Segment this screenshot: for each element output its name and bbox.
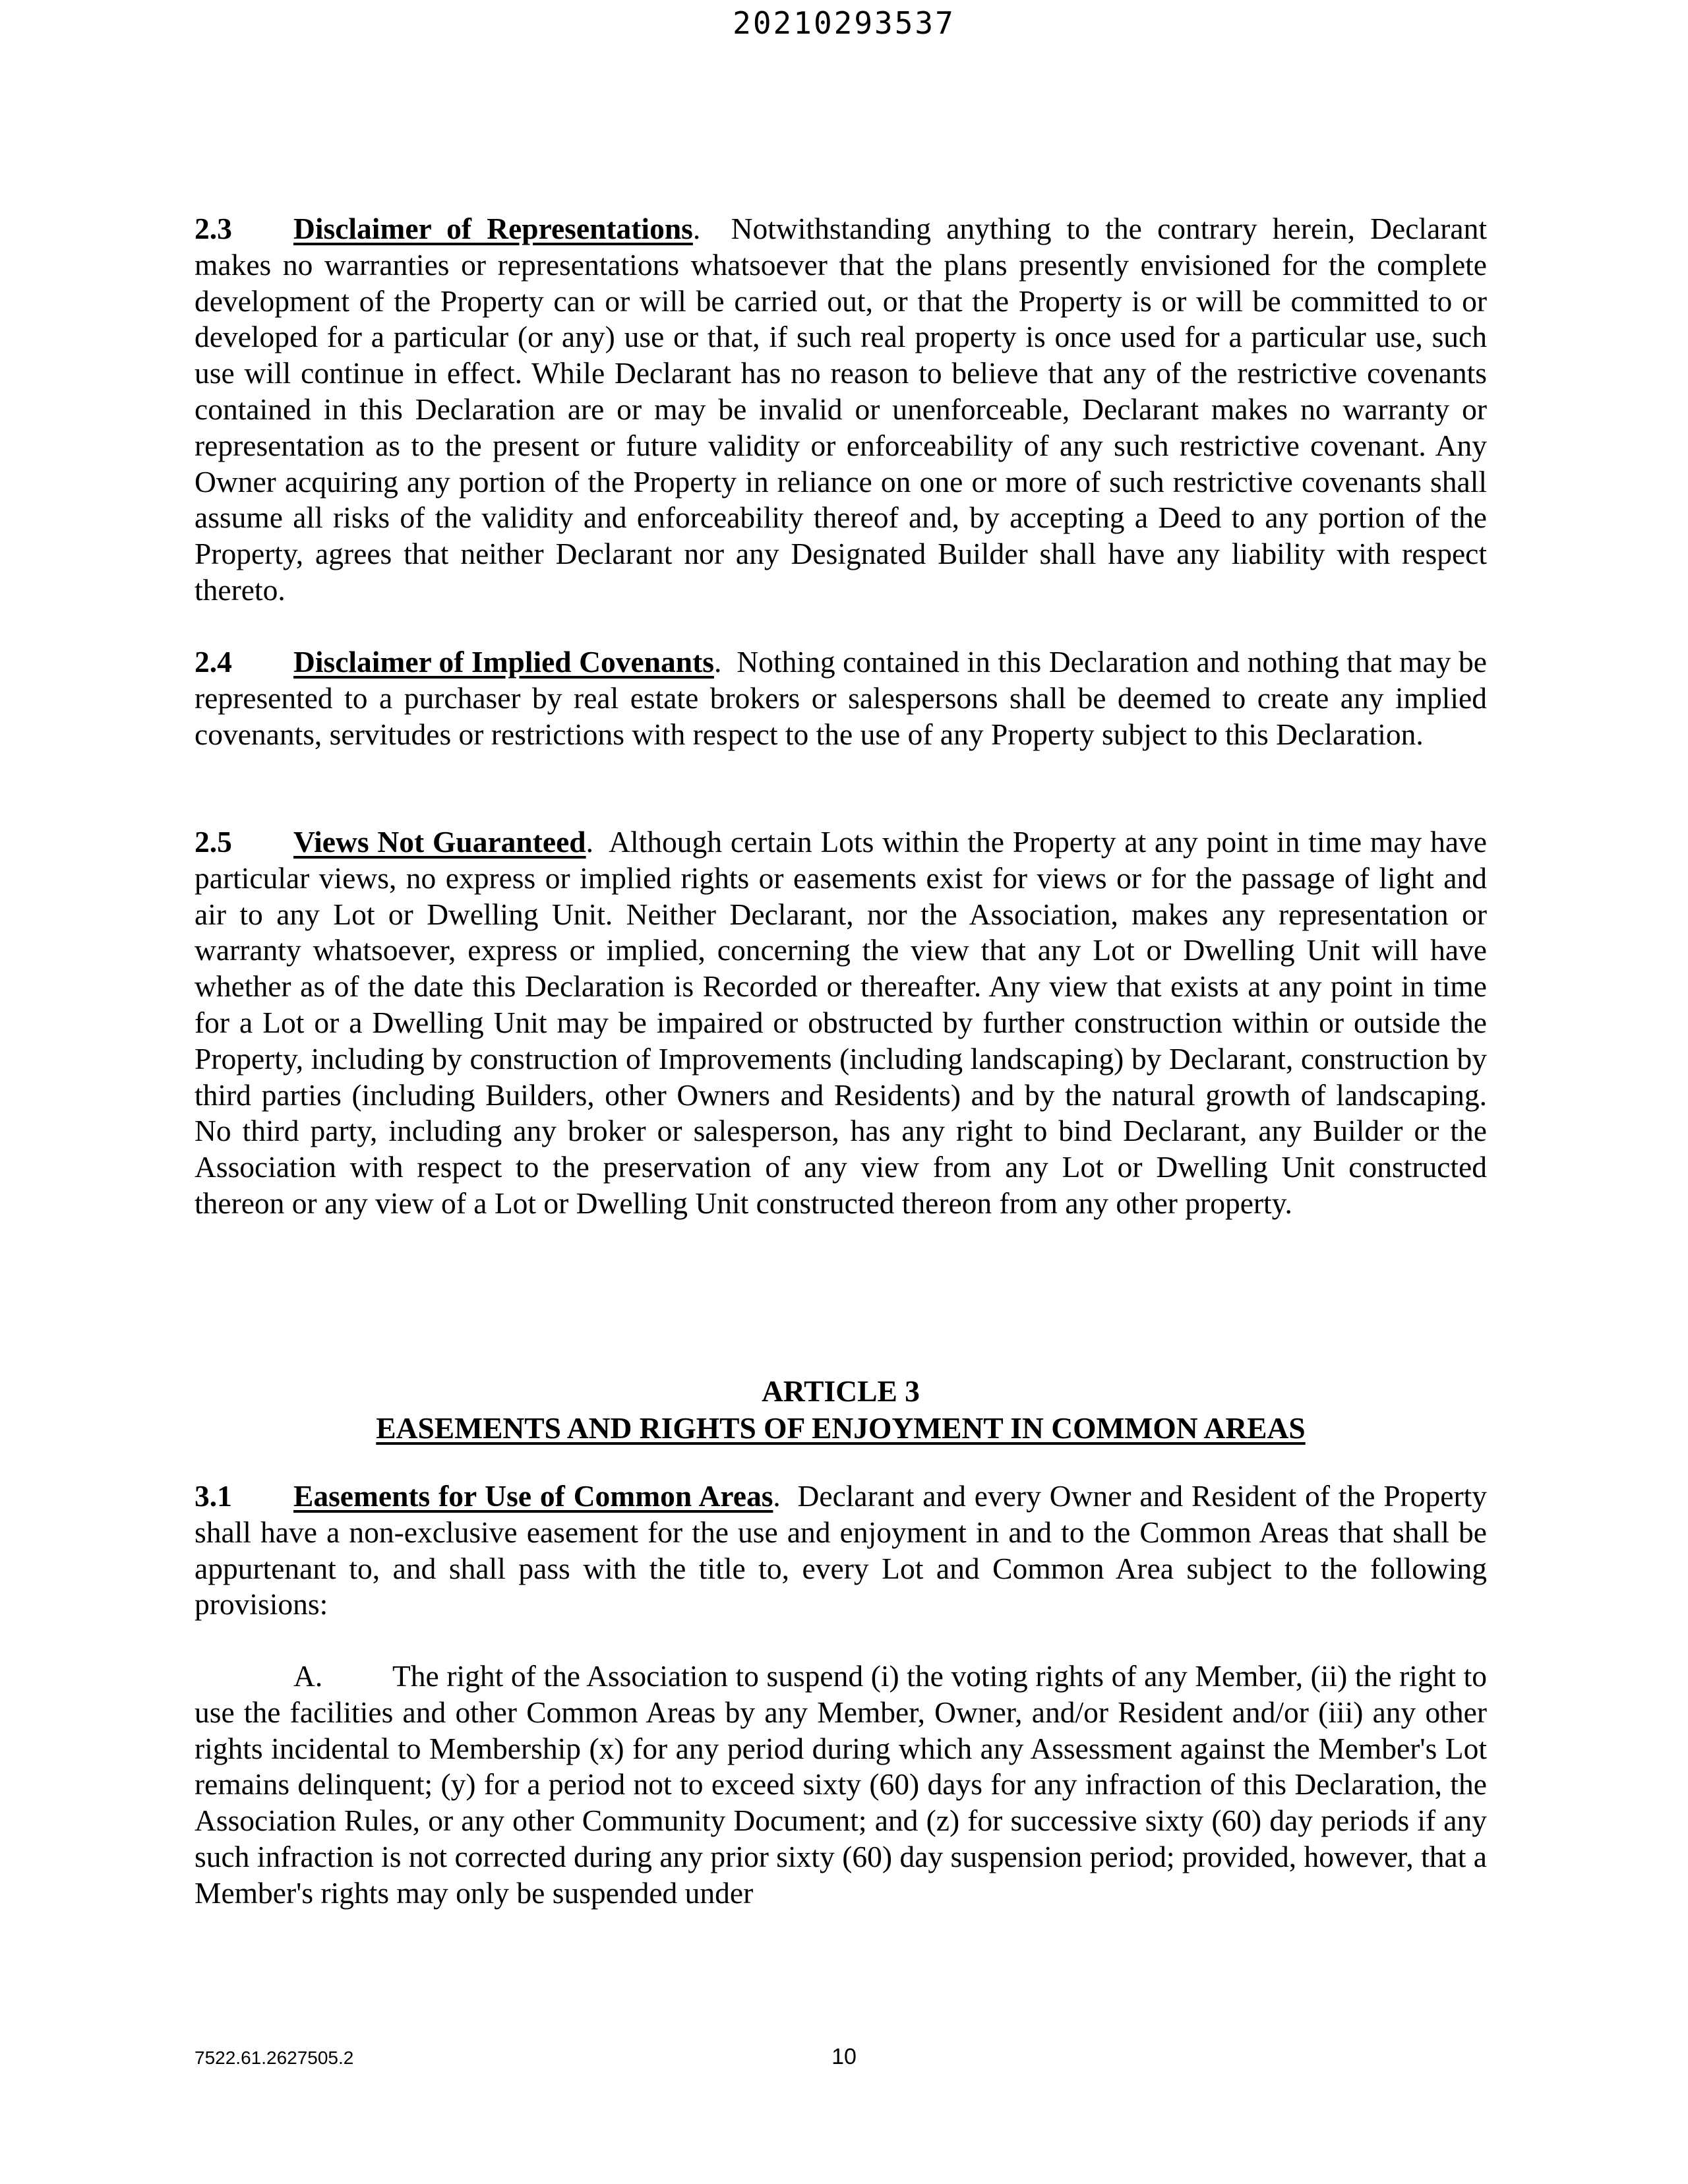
section-3-1: [195, 1478, 1487, 1623]
item-text: The right of the Association to suspend (i) the voting rights of any Member, (ii) the right to use the facilities and other Common Areas by any Member, Owner, and/or Resident and/or (iii) any other rights incidental to Membership (x) for any period during which any Assessment against the Member's Lot remains delinquent; (y) for a period not to exceed sixty (60) days for any infraction of this Declaration, the Association Rules, or any other Community Document; and (z) for successive sixty (60) day periods if any such infraction is not corrected during any prior sixty (60) day suspension period; provided, however, that a Member's rights may only be suspended under: [195, 1659, 1487, 1910]
section-text: Nothing contained in this Declaration and nothing that may be represented to a purchaser by real estate brokers or salespersons shall be deemed to create any implied covenants, servitudes or restrictions with respect to the use of any Property subject to this Declaration.: [195, 645, 1487, 751]
section-3-1-a: [195, 1658, 1487, 1912]
section-number: 2.5: [195, 825, 232, 859]
title-punctuation: .: [586, 825, 593, 859]
section-text: Declarant and every Owner and Resident of the Property shall have a non-exclusive easement for the use and enjoyment in and to the Common Areas that shall be appurtenant to, and shall pass with the title to, every Lot and Common Area subject to the following provisions:: [195, 1479, 1487, 1622]
section-text: Although certain Lots within the Property at any point in time may have particular views, no express or implied rights or easements exist for views or for the passage of light and air to any Lot or Dwelling Unit. Neither Declarant, nor the Association, makes any representation or warranty whatsoever, express or implied, concerning the view that any Lot or Dwelling Unit will have whether as of the date this Declaration is Recorded or thereafter. Any view that exists at any point in time for a Lot or a Dwelling Unit may be impaired or obstructed by further construction within or outside the Property, including by construction of Improvements (including landscaping) by Declarant, construction by third parties (including Builders, other Owners and Residents) and by the natural growth of landscaping. No third party, including any broker or salesperson, has any right to bind Declarant, any Builder or the Association with respect to the preservation of any view from any Lot or Dwelling Unit constructed thereon or any view of a Lot or Dwelling Unit constructed thereon from any other property.: [195, 825, 1487, 1220]
section-number: 2.4: [195, 645, 232, 679]
section-title: Disclaimer of Implied Covenants: [293, 645, 714, 679]
title-punctuation: .: [773, 1479, 781, 1513]
title-punctuation: .: [692, 212, 701, 245]
section-2-3: [195, 211, 1487, 609]
section-number: 3.1: [195, 1479, 232, 1513]
section-text: Notwithstanding anything to the contrary herein, Declarant makes no warranties or representations whatsoever that the plans presently envisioned for the complete development of the Property can or will be carried out, or that the Property is or will be committed to or developed for a particular (or any) use or that, if such real property is once used for a particular use, such use will continue in effect. While Declarant has no reason to believe that any of the restrictive covenants contained in this Declaration are or may be invalid or unenforceable, Declarant makes no warranty or representation as to the present or future validity or enforceability of any such restrictive covenant. Any Owner acquiring any portion of the Property in reliance on one or more of such restrictive covenants shall assume all risks of the validity and enforceability thereof and, by accepting a Deed to any portion of the Property, agrees that neither Declarant nor any Designated Builder shall have any liability with respect thereto.: [195, 212, 1488, 607]
section-2-4: [195, 644, 1487, 752]
section-2-5: [195, 824, 1487, 1222]
page-number: 10: [831, 2044, 857, 2069]
section-title: Disclaimer of Representations: [293, 212, 693, 245]
article-title: EASEMENTS AND RIGHTS OF ENJOYMENT IN COMMON AREAS: [376, 1411, 1306, 1445]
footer-document-id: 7522.61.2627505.2: [195, 2048, 354, 2068]
section-title: Easements for Use of Common Areas: [293, 1479, 773, 1513]
article-heading: [195, 1373, 1487, 1447]
item-letter: A.: [293, 1659, 323, 1693]
article-label: ARTICLE 3: [762, 1374, 920, 1408]
title-punctuation: .: [713, 645, 722, 679]
section-title: Views Not Guaranteed: [293, 825, 586, 859]
recording-number: 20210293537: [733, 5, 955, 41]
section-number: 2.3: [195, 212, 232, 245]
